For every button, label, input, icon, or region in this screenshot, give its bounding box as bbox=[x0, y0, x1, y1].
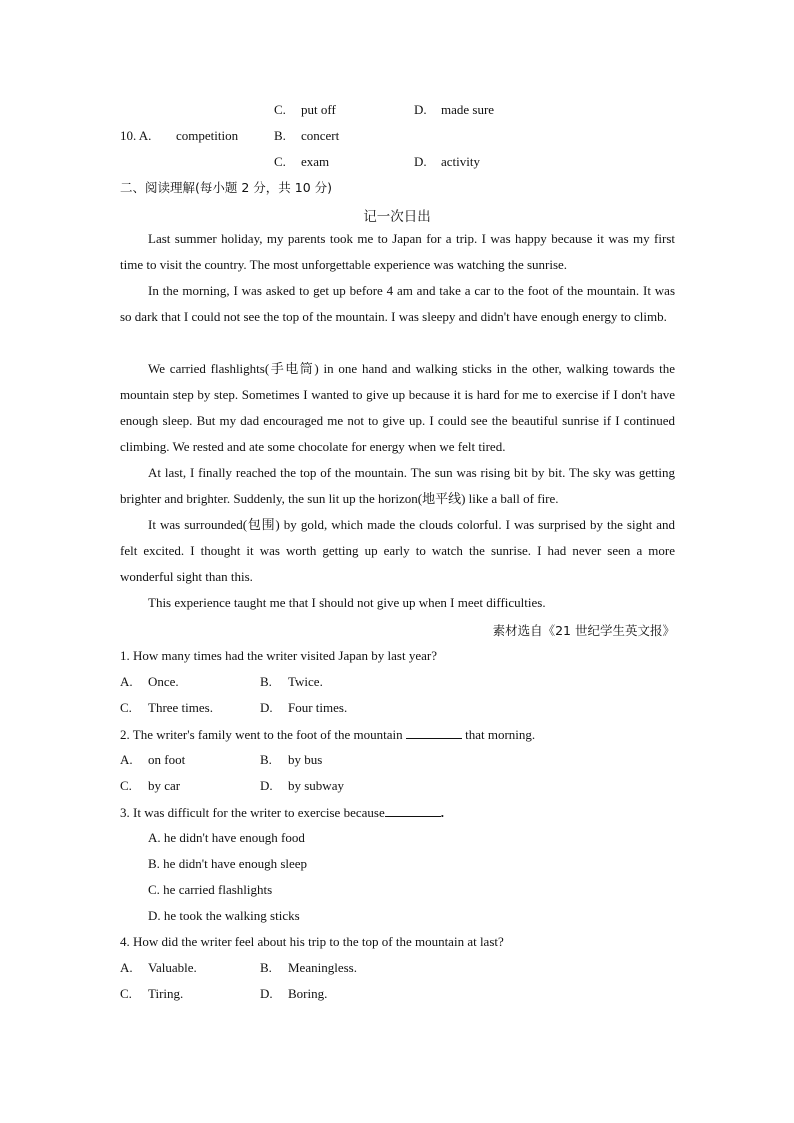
q9-option-d-letter: D. bbox=[414, 102, 427, 117]
section-heading: 二、阅读理解(每小题 2 分，共 10 分) bbox=[120, 180, 333, 195]
passage-paragraph: We carried flashlights(手电筒) in one hand and walking sticks in the other, walking towards the mountain step by step. Sometimes I wanted to give up because it is hard for me to exercise if I don't have enough sleep. But my dad encouraged me not to give up. I could see the beautiful sunrise if I continued climbing. We rested and ate some chocolate for energy when we felt tired. bbox=[120, 361, 675, 454]
q4-option-b-text: Meaningless. bbox=[288, 960, 357, 975]
q2-option-a-text: on foot bbox=[148, 752, 186, 767]
q2-option-a-letter: A. bbox=[120, 752, 133, 767]
q3-option-b: B. he didn't have enough sleep bbox=[148, 856, 308, 871]
q3-option-c: C. he carried flashlights bbox=[148, 882, 273, 897]
q10-option-d-letter: D. bbox=[414, 154, 427, 169]
q2-option-c-letter: C. bbox=[120, 778, 132, 793]
q1-option-c-text: Three times. bbox=[148, 700, 213, 715]
answer-blank bbox=[406, 726, 462, 739]
q4-option-c-letter: C. bbox=[120, 986, 132, 1001]
q10-option-d-text: activity bbox=[441, 154, 480, 169]
q10-option-a-text: competition bbox=[176, 128, 239, 143]
q4-option-b-letter: B. bbox=[260, 960, 272, 975]
passage-paragraph: Last summer holiday, my parents took me to Japan for a trip. I was happy because it was my first time to visit the country. The most unforgettable experience was watching the sunrise. bbox=[120, 231, 675, 272]
q4-option-a-letter: A. bbox=[120, 960, 133, 975]
q1-option-b-text: Twice. bbox=[288, 674, 323, 689]
q1-option-c-letter: C. bbox=[120, 700, 132, 715]
question-3-stem-after: . bbox=[440, 805, 444, 820]
q2-option-c-text: by car bbox=[148, 778, 181, 793]
q10-option-b-letter: B. bbox=[274, 128, 286, 143]
passage-paragraph: In the morning, I was asked to get up before 4 am and take a car to the foot of the mountain. It was so dark that I could not see the top of the mountain. I was sleepy and didn't have enough energy to climb. bbox=[120, 283, 675, 324]
q4-option-d-letter: D. bbox=[260, 986, 273, 1001]
q9-option-c-letter: C. bbox=[274, 102, 286, 117]
question-2-stem-after: that morning. bbox=[465, 727, 536, 742]
q2-option-d-letter: D. bbox=[260, 778, 273, 793]
passage-paragraph: At last, I finally reached the top of the mountain. The sun was rising bit by bit. The sky was getting brighter and brighter. Suddenly, the sun lit up the horizon(地平线) like a ball of fire. bbox=[120, 465, 675, 506]
q1-option-a-text: Once. bbox=[148, 674, 179, 689]
q1-option-d-letter: D. bbox=[260, 700, 273, 715]
q9-option-c-text: put off bbox=[301, 102, 336, 117]
q2-option-b-text: by bus bbox=[288, 752, 323, 767]
question-2-stem-before: 2. The writer's family went to the foot of the mountain bbox=[120, 727, 403, 742]
q3-option-a: A. he didn't have enough food bbox=[148, 830, 305, 845]
passage-title: 记一次日出 bbox=[363, 209, 431, 225]
q4-option-d-text: Boring. bbox=[288, 986, 328, 1001]
q3-option-d: D. he took the walking sticks bbox=[148, 908, 300, 923]
question-2-stem bbox=[120, 726, 535, 743]
q1-option-d-text: Four times. bbox=[288, 700, 348, 715]
q4-option-c-text: Tiring. bbox=[148, 986, 184, 1001]
q10-option-c-letter: C. bbox=[274, 154, 286, 169]
passage-paragraph: This experience taught me that I should not give up when I meet difficulties. bbox=[148, 595, 546, 610]
question-3-stem bbox=[120, 804, 444, 821]
q1-option-a-letter: A. bbox=[120, 674, 133, 689]
q10-option-c-text: exam bbox=[301, 154, 330, 169]
q2-option-d-text: by subway bbox=[288, 778, 344, 793]
q1-option-b-letter: B. bbox=[260, 674, 272, 689]
question-4-stem: 4. How did the writer feel about his trip to the top of the mountain at last? bbox=[120, 934, 504, 949]
q10-number: 10. A. bbox=[120, 128, 152, 143]
q4-option-a-text: Valuable. bbox=[148, 960, 197, 975]
question-1-stem: 1. How many times had the writer visited Japan by last year? bbox=[120, 648, 437, 663]
passage-source: 素材选自《21 世纪学生英文报》 bbox=[492, 623, 675, 638]
answer-blank bbox=[385, 804, 441, 817]
q2-option-b-letter: B. bbox=[260, 752, 272, 767]
question-3-stem-before: 3. It was difficult for the writer to exercise because bbox=[120, 805, 385, 820]
q9-option-d-text: made sure bbox=[441, 102, 495, 117]
q10-option-b-text: concert bbox=[301, 128, 340, 143]
passage-paragraph: It was surrounded(包围) by gold, which made the clouds colorful. I was surprised by the sight and felt excited. I thought it was worth getting up early to watch the sunrise. I had never seen a more wonderful sight than this. bbox=[120, 517, 675, 584]
